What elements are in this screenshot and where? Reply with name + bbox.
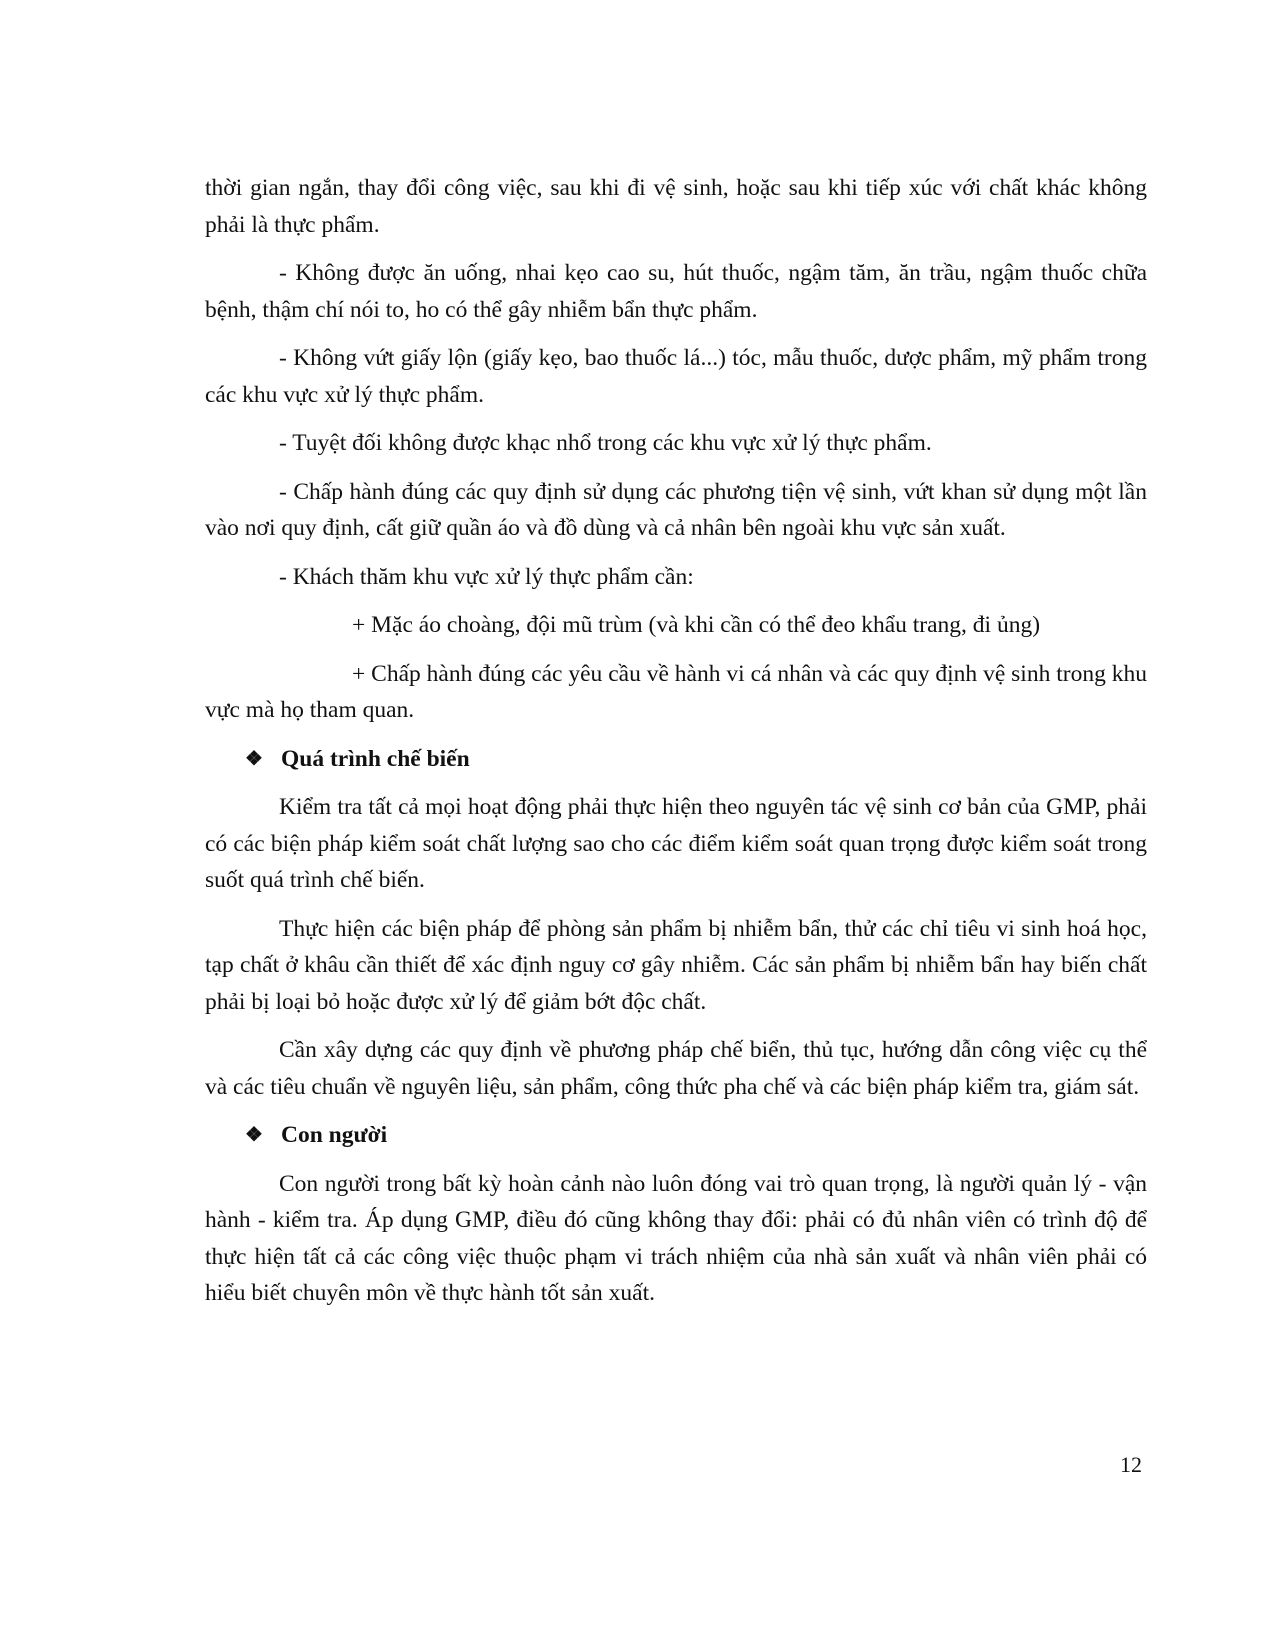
section-heading [245, 741, 1147, 778]
paragraph: + Chấp hành đúng các yêu cầu về hành vi cá nhân và các quy định vệ sinh trong khu vực mà họ tham quan. [205, 660, 1147, 723]
paragraph: - Không vứt giấy lộn (giấy kẹo, bao thuốc lá...) tóc, mẫu thuốc, dược phẩm, mỹ phẩm trong các khu vực xử lý thực phẩm. [205, 345, 1147, 408]
page-number: 12 [1120, 1452, 1142, 1477]
paragraph: Kiểm tra tất cả mọi hoạt động phải thực hiện theo nguyên tác vệ sinh cơ bản của GMP, phải có các biện pháp kiểm soát chất lượng sao cho các điểm kiểm soát quan trọng được kiểm soát trong suốt quá trình chế biến. [205, 794, 1147, 893]
paragraph: Thực hiện các biện pháp để phòng sản phẩm bị nhiễm bẩn, thử các chỉ tiêu vi sinh hoá học, tạp chất ở khâu cần thiết để xác định nguy cơ gây nhiễm. Các sản phẩm bị nhiễm bẩn hay biến chất phải bị loại bỏ hoặc được xử lý để giảm bớt độc chất. [205, 915, 1147, 1015]
paragraph: + Mặc áo choàng, đội mũ trùm (và khi cần có thể đeo khẩu trang, đi ủng) [352, 612, 1041, 638]
section-heading [245, 1117, 1147, 1154]
paragraph: - Không được ăn uống, nhai kẹo cao su, hút thuốc, ngậm tăm, ăn trầu, ngậm thuốc chữa bệnh, thậm chí nói to, ho có thể gây nhiễm bẩn thực phẩm. [205, 260, 1147, 323]
paragraph: - Khách thăm khu vực xử lý thực phẩm cần: [279, 563, 694, 590]
paragraph: Cần xây dựng các quy định về phương pháp chế biển, thủ tục, hướng dẫn công việc cụ thể và các tiêu chuẩn về nguyên liệu, sản phẩm, công thức pha chế và các biện pháp kiểm tra, giám sát. [205, 1037, 1147, 1100]
paragraph: - Chấp hành đúng các quy định sử dụng các phương tiện vệ sinh, vứt khan sử dụng một lần vào nơi quy định, cất giữ quần áo và đồ dùng và cả nhân bên ngoài khu vực sản xuất. [205, 478, 1147, 541]
section-title: Quá trình chế biến [281, 745, 470, 772]
diamond-bullet-icon: ❖ [245, 1124, 263, 1146]
diamond-bullet-icon: ❖ [245, 747, 263, 770]
section-title: Con người [281, 1122, 388, 1148]
document-body [205, 170, 1147, 1324]
paragraph: - Tuyệt đối không được khạc nhổ trong các khu vực xử lý thực phẩm. [279, 430, 932, 456]
paragraph: Con người trong bất kỳ hoàn cảnh nào luôn đóng vai trò quan trọng, là người quản lý - vận hành - kiểm tra. Áp dụng GMP, điều đó cũng không thay đổi: phải có đủ nhân viên có trình độ để thực hiện tất cả các công việc thuộc phạm vi trách nhiệm của nhà sản xuất và nhân viên phải có hiểu biết chuyên môn về thực hành tốt sản xuất. [205, 1170, 1147, 1306]
paragraph: thời gian ngắn, thay đổi công việc, sau khi đi vệ sinh, hoặc sau khi tiếp xúc với chất khác không phải là thực phẩm. [205, 175, 1147, 238]
